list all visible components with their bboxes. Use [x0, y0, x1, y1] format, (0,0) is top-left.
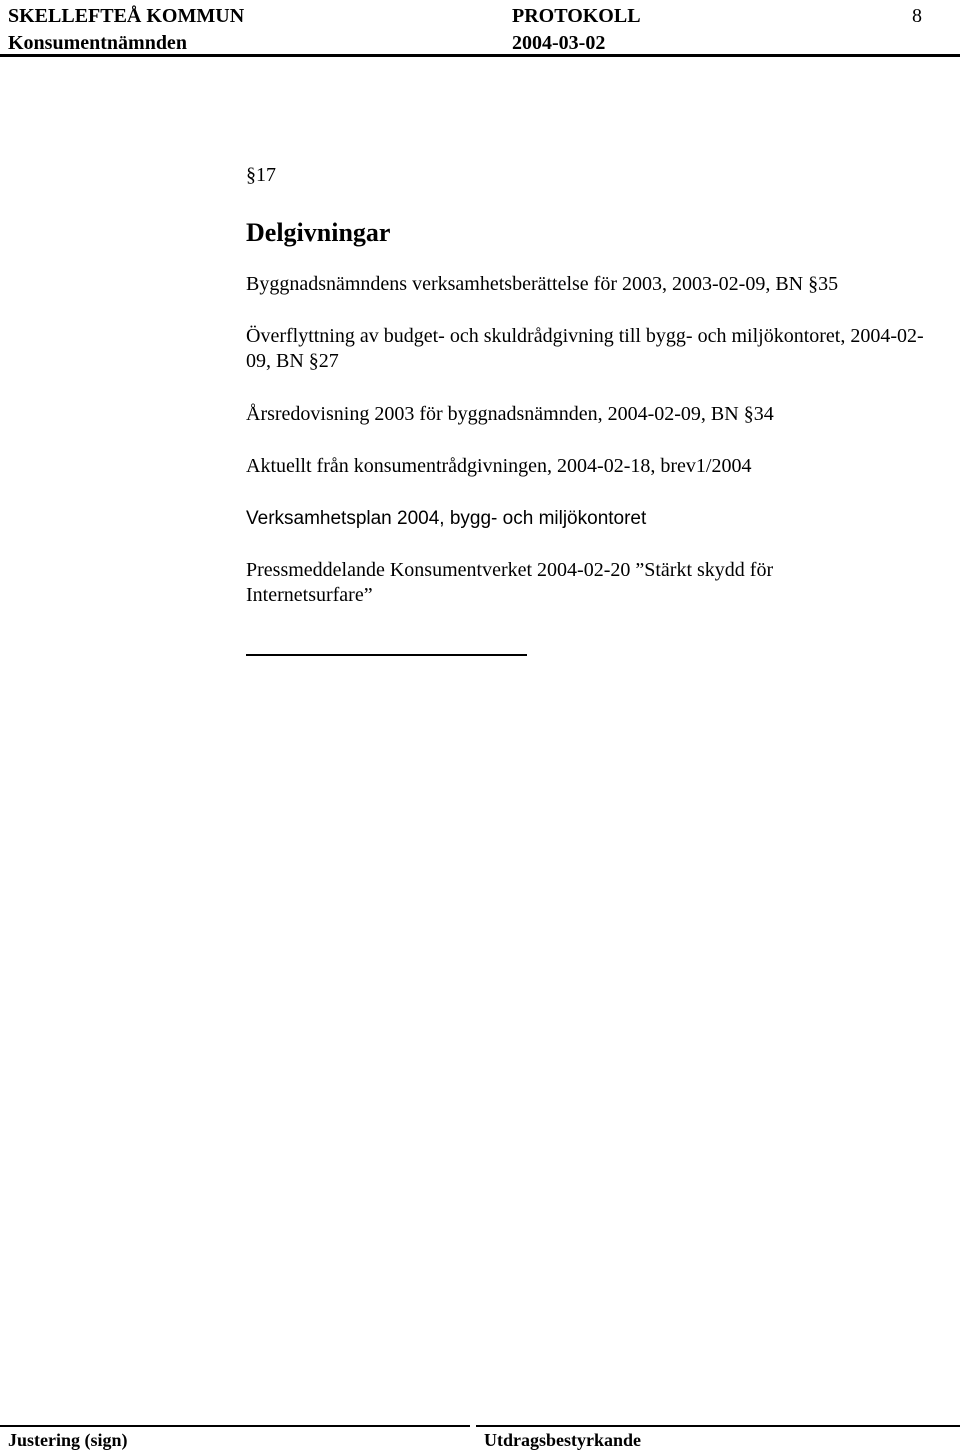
meeting-date: 2004-03-02	[512, 32, 606, 54]
list-item: Pressmeddelande Konsumentverket 2004-02-20 ”Stärkt skydd för Internetsurfare”	[246, 559, 774, 606]
header-divider	[0, 54, 960, 57]
footer-divider-right	[476, 1425, 960, 1427]
list-item: Aktuellt från konsumentrådgivningen, 2004-02-18, brev1/2004	[246, 455, 752, 477]
list-item: Byggnadsnämndens verksamhetsberättelse för 2003, 2003-02-09, BN §35	[246, 273, 839, 295]
list-item: Årsredovisning 2003 för byggnadsnämnden, 2004-02-09, BN §34	[246, 403, 774, 425]
page-number: 8	[912, 5, 922, 27]
list-item: Verksamhetsplan 2004, bygg- och miljökontoret	[246, 508, 647, 529]
document-type: PROTOKOLL	[512, 5, 641, 27]
end-of-section-line	[246, 654, 527, 656]
utdragsbestyrkande-label: Utdragsbestyrkande	[484, 1430, 642, 1450]
section-number: §17	[246, 164, 276, 186]
committee-name: Konsumentnämnden	[8, 32, 187, 54]
list-item: Överflyttning av budget- och skuldrådgivning till bygg- och miljökontoret, 2004-02-09, BN §27	[246, 325, 924, 372]
footer-divider-left	[0, 1425, 470, 1427]
organization-name: SKELLEFTEÅ KOMMUN	[8, 5, 245, 27]
justering-label: Justering (sign)	[8, 1430, 128, 1450]
section-title: Delgivningar	[246, 218, 391, 247]
